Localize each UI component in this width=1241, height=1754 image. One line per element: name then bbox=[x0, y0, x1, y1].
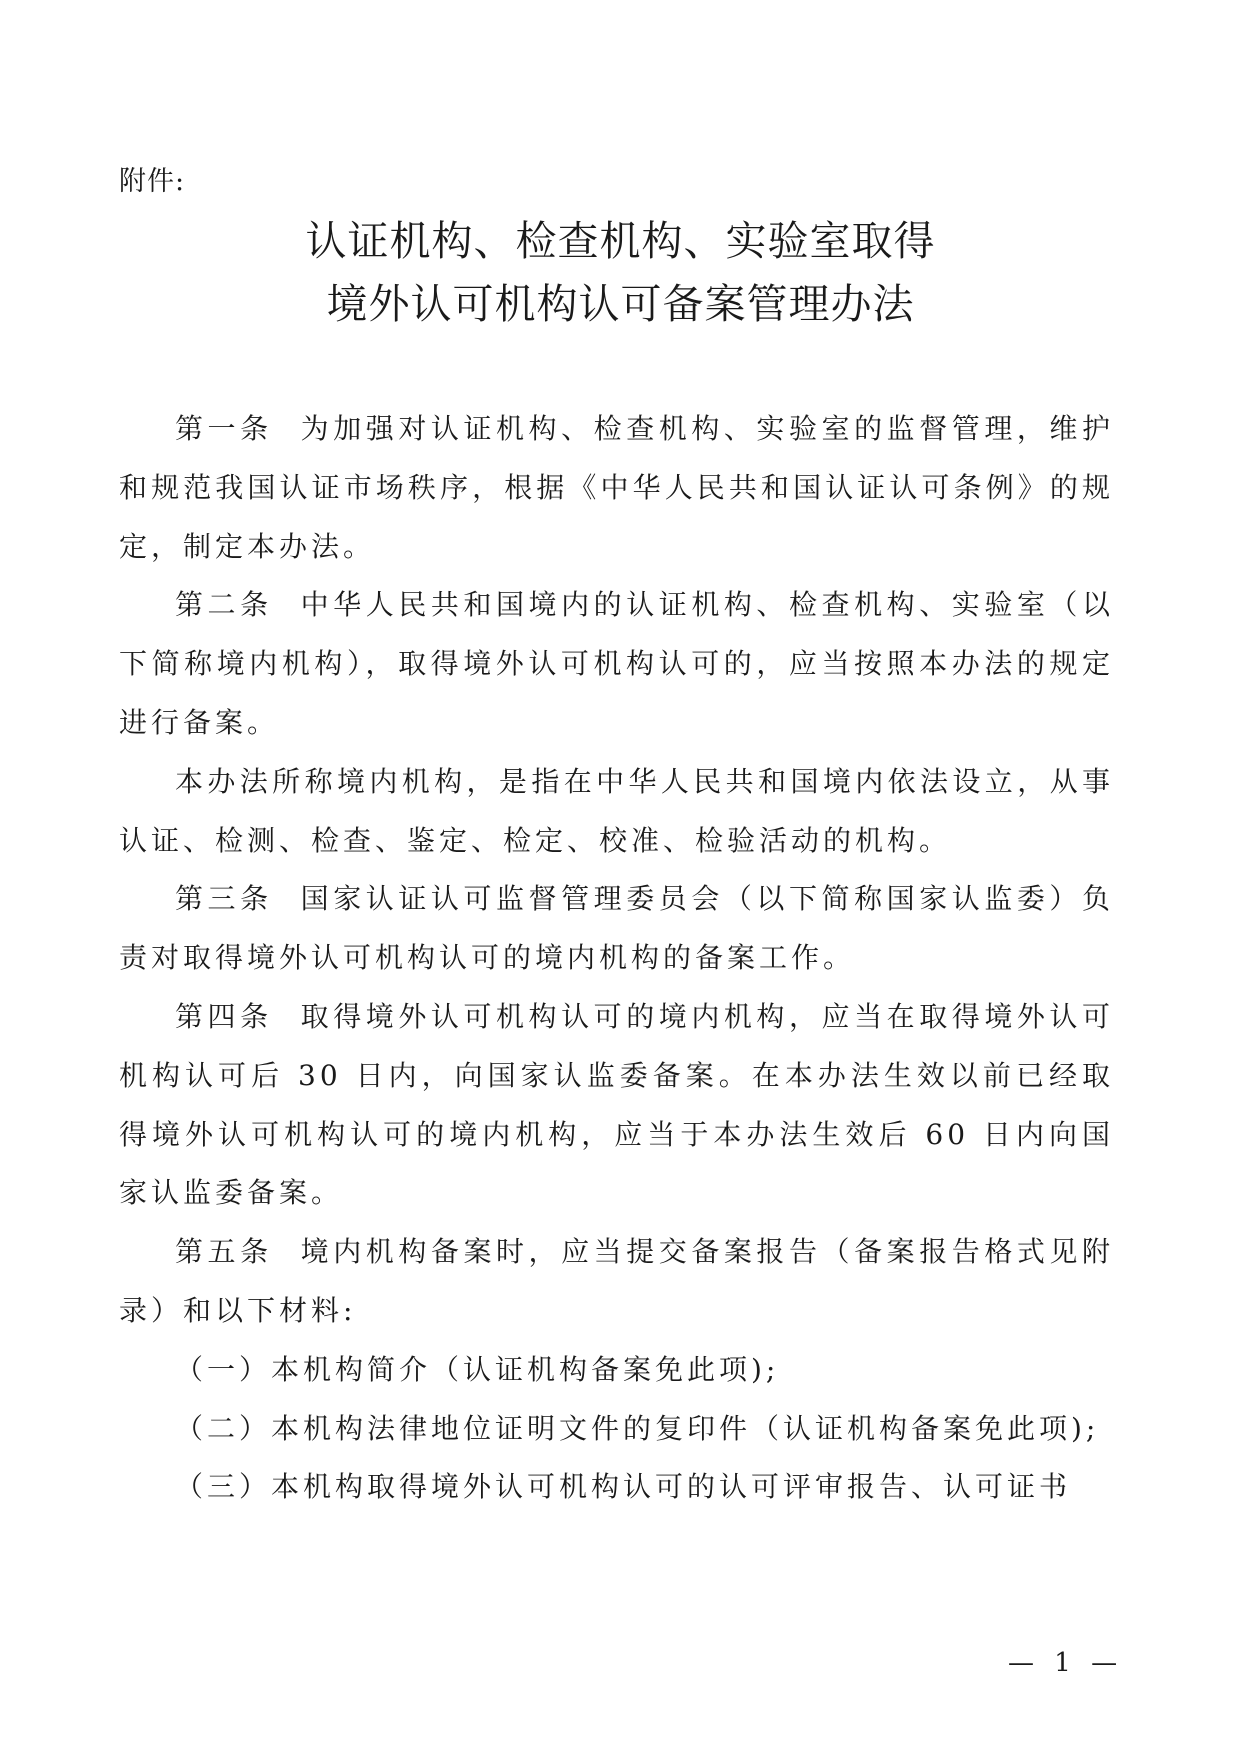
page-number: — 1 — bbox=[1008, 1648, 1124, 1678]
article-number: 第二条 bbox=[175, 588, 273, 622]
paragraph-text: 国家认证认可监督管理委员会（以下简称国家认监委）负责对取得境外认可机构认可的境内机构的备案工作。 bbox=[119, 882, 1114, 975]
document-title-line-2: 境外认可机构认可备案管理办法 bbox=[326, 280, 915, 328]
article-number: 第五条 bbox=[175, 1235, 273, 1269]
document-title-line-1: 认证机构、检查机构、实验室取得 bbox=[305, 217, 936, 265]
paragraph-article-1 bbox=[119, 400, 1114, 576]
list-item-text: （二）本机构法律地位证明文件的复印件（认证机构备案免此项); bbox=[175, 1411, 1100, 1445]
paragraph-text: 为加强对认证机构、检查机构、实验室的监督管理，维护和规范我国认证市场秩序，根据《中华人民共和国认证认可条例》的规定，制定本办法。 bbox=[119, 412, 1114, 563]
paragraph-article-4 bbox=[119, 988, 1114, 1223]
paragraph-text: 取得境外认可机构认可的境内机构，应当在取得境外认可机构认可后 30 日内，向国家认监委备案。在本办法生效以前已经取得境外认可机构认可的境内机构，应当于本办法生效后 60 日内向国家认监委备案。 bbox=[119, 999, 1114, 1210]
paragraph-article-2 bbox=[119, 576, 1114, 752]
paragraph-article-3 bbox=[119, 870, 1114, 988]
list-item-1 bbox=[119, 1341, 1114, 1400]
list-item-text: （三）本机构取得境外认可机构认可的认可评审报告、认可证书 bbox=[175, 1470, 1072, 1504]
paragraph-text: 本办法所称境内机构，是指在中华人民共和国境内依法设立，从事认证、检测、检查、鉴定、检定、校准、检验活动的机构。 bbox=[119, 764, 1114, 857]
article-number: 第一条 bbox=[175, 412, 273, 445]
paragraph-article-2-definition bbox=[119, 753, 1114, 871]
list-item-text: （一）本机构简介（认证机构备案免此项); bbox=[175, 1352, 780, 1386]
document-body bbox=[119, 400, 1114, 1517]
paragraph-text: 中华人民共和国境内的认证机构、检查机构、实验室（以下简称境内机构），取得境外认可机构认可的，应当按照本办法的规定进行备案。 bbox=[119, 588, 1114, 739]
list-item-2 bbox=[119, 1400, 1114, 1459]
list-item-3 bbox=[119, 1458, 1114, 1517]
attachment-label: 附件: bbox=[119, 166, 186, 197]
article-number: 第三条 bbox=[175, 882, 273, 916]
article-number: 第四条 bbox=[175, 999, 273, 1033]
paragraph-text: 境内机构备案时，应当提交备案报告（备案报告格式见附录）和以下材料: bbox=[119, 1235, 1114, 1327]
paragraph-article-5 bbox=[119, 1223, 1114, 1341]
